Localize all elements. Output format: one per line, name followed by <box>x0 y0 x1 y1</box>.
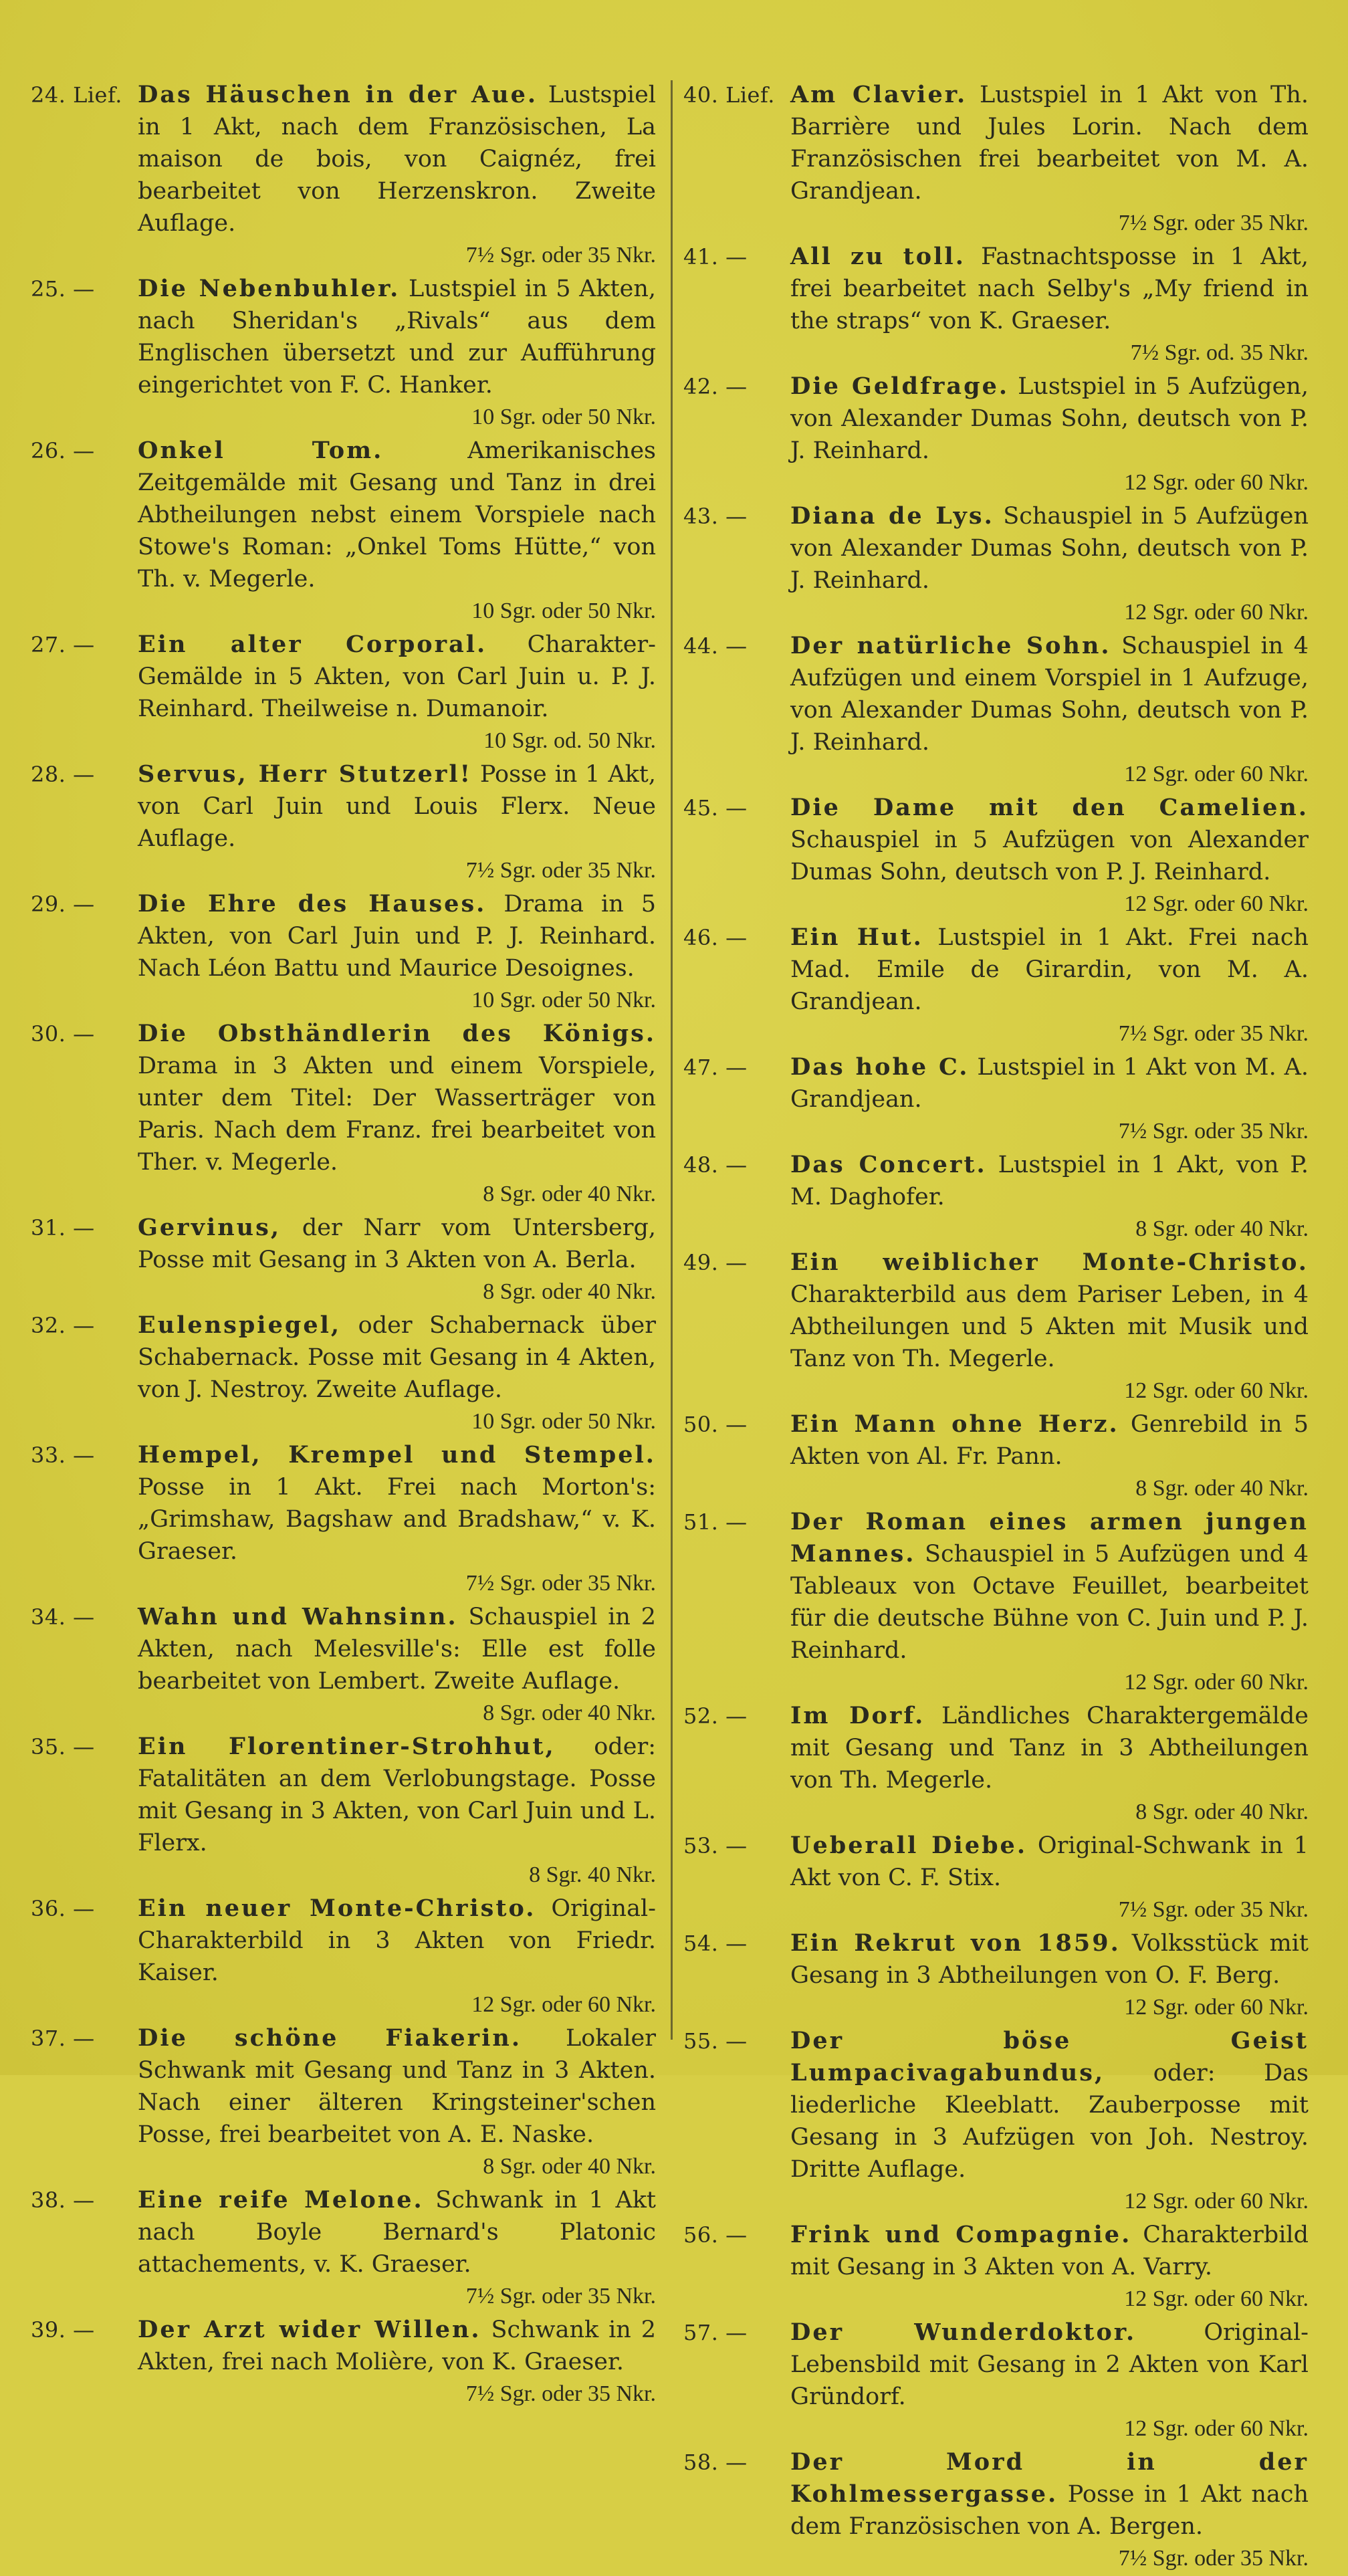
entry-price: 12 Sgr. oder 60 Nkr. <box>1124 2189 1309 2214</box>
entry-text: Lokaler Schwank mit Gesang und Tanz in 3 Akten. Nach einer älteren Kringsteiner'schen Posse, frei bearbeitet von A. E. Naske. <box>138 2025 656 2148</box>
entry-text: Schauspiel in 2 Akten, nach Melesville's: Elle est folle bearbeitet von Lembert. Zweite Auflage. <box>138 1604 656 1695</box>
entry-text: Lustspiel in 1 Akt von M. A. Grandjean. <box>790 1054 1309 1113</box>
entry-price: 7½ Sgr. oder 35 Nkr. <box>465 243 656 267</box>
entry-number: 39. — <box>31 2317 95 2343</box>
entry-text: oder Schabernack über Schabernack. Posse mit Gesang in 4 Akten, von J. Nestroy. Zweite Auflage. <box>138 1312 656 1403</box>
entry-description <box>790 922 1309 1018</box>
entry-title: Ueberall Diebe. <box>790 1832 1028 1859</box>
entry-description <box>138 758 656 855</box>
catalog-entry <box>683 1927 1309 2025</box>
entry-text: Schauspiel in 4 Aufzügen und einem Vorspiel in 1 Aufzuge, von Alexander Dumas Sohn, deutsch von P. J. Reinhard. <box>790 633 1309 756</box>
entry-description <box>138 1212 656 1276</box>
entry-number: 48. — <box>683 1152 748 1178</box>
entry-number: 32. — <box>31 1313 95 1338</box>
entry-description <box>790 1408 1309 1473</box>
entry-text: Amerikanisches Zeitgemälde mit Gesang und Tanz in drei Abtheilungen nebst einem Vorspiele nach Stowe's Roman: „Onkel Toms Hütte,“ von Th. v. Megerle. <box>138 437 656 593</box>
catalog-entry <box>683 2025 1309 2219</box>
catalog-entry <box>683 1149 1309 1247</box>
entry-price: 8 Sgr. oder 40 Nkr. <box>1135 1216 1309 1241</box>
entry-description <box>790 2317 1309 2413</box>
entry-text: Lustspiel in 1 Akt, von P. M. Daghofer. <box>790 1152 1309 1210</box>
entry-number: 29. — <box>31 891 95 917</box>
entry-price: 7½ Sgr. oder 35 Nkr. <box>1118 1119 1309 1144</box>
entry-number: 27. — <box>31 632 95 657</box>
entry-number: 26. — <box>31 438 95 463</box>
catalog-entry <box>31 1731 656 1893</box>
entry-text: Schauspiel in 5 Aufzügen und 4 Tableaux von Octave Feuillet, bearbeitet für die deutsche Bühne von C. Juin und P. J. Reinhard. <box>790 1541 1309 1664</box>
entry-heading <box>31 1731 656 1859</box>
entry-title: Wahn und Wahnsinn. <box>138 1603 458 1630</box>
entry-description <box>138 435 656 595</box>
entry-text: Schauspiel in 5 Aufzügen von Alexander Dumas Sohn, deutsch von P. J. Reinhard. <box>790 503 1309 594</box>
entry-number: 28. — <box>31 762 95 787</box>
entry-number: 49. — <box>683 1250 748 1275</box>
entry-title: Am Clavier. <box>790 81 968 108</box>
entry-text: Lustspiel in 5 Aufzügen, von Alexander Dumas Sohn, deutsch von P. J. Reinhard. <box>790 373 1309 464</box>
entry-number: 51. — <box>683 1509 748 1535</box>
entry-description <box>138 1439 656 1568</box>
entry-description <box>790 1830 1309 1894</box>
entry-title: Der Arzt wider Willen. <box>138 2316 481 2343</box>
right-column <box>683 79 1309 2576</box>
entry-description <box>138 2022 656 2151</box>
entry-description <box>790 2219 1309 2283</box>
entry-text: Lustspiel in 1 Akt. Frei nach Mad. Emile de Girardin, von M. A. Grandjean. <box>790 924 1309 1015</box>
catalog-entry <box>31 1893 656 2022</box>
entry-heading <box>31 2314 656 2378</box>
entry-number: 38. — <box>31 2187 95 2213</box>
entry-title: Hempel, Krempel und Stempel. <box>138 1441 656 1469</box>
entry-price: 7½ Sgr. oder 35 Nkr. <box>1118 1897 1309 1922</box>
entry-title: Ein Florentiner-Strohhut, <box>138 1733 556 1760</box>
entry-heading <box>683 1149 1309 1213</box>
entry-description <box>790 1051 1309 1115</box>
entry-heading <box>683 2219 1309 2283</box>
entry-description <box>138 1309 656 1406</box>
entry-number: 54. — <box>683 1931 748 1956</box>
entry-price: 7½ Sgr. oder 35 Nkr. <box>465 858 656 883</box>
entry-description <box>138 1731 656 1859</box>
entry-text: Drama in 3 Akten und einem Vorspiele, unter dem Titel: Der Wasserträger von Paris. Nach dem Franz. frei bearbeitet von Ther. v. Megerle. <box>138 1053 656 1176</box>
entry-heading <box>683 792 1309 888</box>
entry-number: 52. — <box>683 1703 748 1729</box>
catalog-entry <box>31 2022 656 2184</box>
entry-heading <box>683 79 1309 207</box>
entry-description <box>790 1700 1309 1796</box>
entry-description <box>138 1018 656 1178</box>
entry-heading <box>31 2022 656 2151</box>
entry-price: 7½ Sgr. oder 35 Nkr. <box>1118 1021 1309 1046</box>
entry-number: 25. — <box>31 276 95 302</box>
entry-description <box>790 370 1309 467</box>
catalog-entry <box>683 1051 1309 1149</box>
entry-price: 7½ Sgr. oder 35 Nkr. <box>465 1571 656 1596</box>
entry-price: 8 Sgr. 40 Nkr. <box>529 1862 656 1887</box>
catalog-entry <box>683 500 1309 630</box>
entry-description <box>138 2314 656 2378</box>
entry-text: Drama in 5 Akten, von Carl Juin und P. J. Reinhard. Nach Léon Battu und Maurice Desoignes. <box>138 891 656 982</box>
entry-price: 8 Sgr. oder 40 Nkr. <box>483 2154 656 2179</box>
entry-title: Frink und Compagnie. <box>790 2221 1132 2248</box>
entry-heading <box>31 435 656 595</box>
entry-heading <box>683 1051 1309 1115</box>
catalog-entry <box>31 758 656 888</box>
entry-heading <box>683 1927 1309 1992</box>
entry-text: oder: Fatalitäten an dem Verlobungstage. Posse mit Gesang in 3 Akten, von Carl Juin und L. Flerx. <box>138 1733 656 1856</box>
entry-number: 57. — <box>683 2320 748 2345</box>
entry-heading <box>683 1247 1309 1375</box>
entry-heading <box>31 1893 656 1989</box>
entry-description <box>790 2446 1309 2543</box>
entry-price: 8 Sgr. oder 40 Nkr. <box>483 1701 656 1725</box>
catalog-entry <box>683 1247 1309 1408</box>
entry-price: 12 Sgr. oder 60 Nkr. <box>1124 600 1309 625</box>
entry-number: 41. — <box>683 244 748 270</box>
entry-price: 8 Sgr. oder 40 Nkr. <box>1135 1800 1309 1824</box>
entry-price: 12 Sgr. oder 60 Nkr. <box>1124 1670 1309 1695</box>
entry-price: 12 Sgr. oder 60 Nkr. <box>1124 1995 1309 2020</box>
catalog-entry <box>683 2317 1309 2446</box>
entry-number: 35. — <box>31 1734 95 1759</box>
entry-heading <box>31 1018 656 1178</box>
entry-price: 10 Sgr. oder 50 Nkr. <box>471 599 656 623</box>
entry-text: Lustspiel in 1 Akt, nach dem Französischen, La maison de bois, von Caignéz, frei bearbeitet von Herzenskron. Zweite Auflage. <box>138 82 656 237</box>
entry-number: 53. — <box>683 1833 748 1858</box>
entry-number: 58. — <box>683 2450 748 2475</box>
entry-description <box>138 888 656 984</box>
entry-title: Der böse Geist Lumpacivagabundus, <box>790 2027 1309 2086</box>
catalog-entry <box>31 435 656 629</box>
entry-description <box>790 2025 1309 2185</box>
entry-number: 46. — <box>683 925 748 950</box>
catalog-entry <box>31 1601 656 1731</box>
entry-number: 50. — <box>683 1412 748 1437</box>
entry-price: 8 Sgr. oder 40 Nkr. <box>1135 1476 1309 1501</box>
entry-description <box>138 79 656 239</box>
entry-text: Lustspiel in 5 Akten, nach Sheridan's „Rivals“ aus dem Englischen übersetzt und zur Aufführung eingerichtet von F. C. Hanker. <box>138 276 656 399</box>
entry-number: 40. Lief. <box>683 82 775 108</box>
entry-text: Posse in 1 Akt nach dem Französischen von A. Bergen. <box>790 2481 1309 2540</box>
entry-heading <box>683 630 1309 758</box>
catalog-entry <box>683 1408 1309 1506</box>
catalog-entry <box>31 888 656 1018</box>
entry-heading <box>683 2446 1309 2543</box>
entry-title: Die Dame mit den Camelien. <box>790 794 1309 821</box>
entry-text: Lustspiel in 1 Akt von Th. Barrière und Jules Lorin. Nach dem Französischen frei bearbeitet von M. A. Grandjean. <box>790 82 1309 205</box>
entry-title: Ein Hut. <box>790 924 923 951</box>
entry-heading <box>31 1439 656 1568</box>
entry-text: Original-Schwank in 1 Akt von C. F. Stix. <box>790 1832 1309 1891</box>
entry-number: 31. — <box>31 1215 95 1241</box>
entry-price: 10 Sgr. od. 50 Nkr. <box>483 728 656 753</box>
entry-text: Posse in 1 Akt. Frei nach Morton's: „Grimshaw, Bagshaw and Bradshaw,“ v. K. Graeser. <box>138 1474 656 1565</box>
entry-number: 37. — <box>31 2026 95 2051</box>
catalog-entry <box>31 2314 656 2411</box>
entry-number: 44. — <box>683 633 748 659</box>
entry-title: Ein neuer Monte-Christo. <box>138 1895 536 1922</box>
entry-description <box>790 1927 1309 1992</box>
catalog-entry <box>31 629 656 758</box>
catalog-entry <box>683 2219 1309 2317</box>
entry-heading <box>683 922 1309 1018</box>
entry-text: Genrebild in 5 Akten von Al. Fr. Pann. <box>790 1411 1309 1470</box>
entry-heading <box>683 241 1309 337</box>
entry-heading <box>31 629 656 725</box>
entry-title: Ein weiblicher Monte-Christo. <box>790 1249 1309 1276</box>
entry-heading <box>31 1601 656 1697</box>
entry-title: Ein Rekrut von 1859. <box>790 1929 1121 1957</box>
entry-price: 10 Sgr. oder 50 Nkr. <box>471 405 656 429</box>
entry-text: Volksstück mit Gesang in 3 Abtheilungen von O. F. Berg. <box>790 1930 1309 1989</box>
entry-title: Die Nebenbuhler. <box>138 275 401 302</box>
entry-title: Diana de Lys. <box>790 502 994 530</box>
entry-description <box>790 792 1309 888</box>
catalog-entry <box>31 1018 656 1212</box>
entry-title: Der natürliche Sohn. <box>790 632 1111 659</box>
entry-text: Posse in 1 Akt, von Carl Juin und Louis Flerx. Neue Auflage. <box>138 761 656 852</box>
entry-number: 24. Lief. <box>31 82 122 108</box>
entry-number: 36. — <box>31 1896 95 1921</box>
entry-text: Charakterbild aus dem Pariser Leben, in 4 Abtheilungen und 5 Akten mit Musik und Tanz von Th. Megerle. <box>790 1281 1309 1372</box>
entry-price: 10 Sgr. oder 50 Nkr. <box>471 988 656 1012</box>
catalog-entry <box>31 79 656 273</box>
catalog-entry <box>683 792 1309 922</box>
entry-text: Ländliches Charaktergemälde mit Gesang und Tanz in 3 Abtheilungen von Th. Megerle. <box>790 1703 1309 1794</box>
entry-text: Original-Lebensbild mit Gesang in 2 Akten von Karl Gründorf. <box>790 2319 1309 2410</box>
entry-number: 43. — <box>683 504 748 529</box>
entry-text: oder: Das liederliche Kleeblatt. Zauberposse mit Gesang in 3 Aufzügen von Joh. Nestroy. Dritte Auflage. <box>790 2060 1309 2183</box>
catalog-entry <box>683 630 1309 792</box>
entry-description <box>790 79 1309 207</box>
entry-text: Fastnachtsposse in 1 Akt, frei bearbeitet nach Selby's „My friend in the straps“ von K. Graeser. <box>790 243 1309 334</box>
catalog-entry <box>683 922 1309 1051</box>
entry-heading <box>683 370 1309 467</box>
entry-title: Onkel Tom. <box>138 437 384 464</box>
entry-number: 47. — <box>683 1055 748 1080</box>
catalog-entry <box>683 370 1309 500</box>
entry-description <box>790 1506 1309 1667</box>
catalog-entry <box>683 241 1309 370</box>
entry-title: Eine reife Melone. <box>138 2186 424 2214</box>
entry-price: 12 Sgr. oder 60 Nkr. <box>1124 1378 1309 1403</box>
entry-title: Der Mord in der Kohlmessergasse. <box>790 2448 1309 2508</box>
catalog-entry <box>31 2184 656 2314</box>
entry-heading <box>31 888 656 984</box>
entry-heading <box>31 273 656 401</box>
entry-heading <box>683 1830 1309 1894</box>
entry-price: 8 Sgr. oder 40 Nkr. <box>483 1279 656 1304</box>
entry-price: 12 Sgr. oder 60 Nkr. <box>471 1992 656 2017</box>
entry-title: Das Häuschen in der Aue. <box>138 81 538 108</box>
entry-text: der Narr vom Untersberg, Posse mit Gesang in 3 Akten von A. Berla. <box>138 1214 656 1273</box>
entry-description <box>790 500 1309 597</box>
entry-number: 30. — <box>31 1021 95 1047</box>
entry-title: Gervinus, <box>138 1214 282 1241</box>
entry-price: 12 Sgr. oder 60 Nkr. <box>1124 2286 1309 2311</box>
entry-number: 42. — <box>683 374 748 399</box>
entry-text: Schwank in 1 Akt nach Boyle Bernard's Platonic attachements, v. K. Graeser. <box>138 2187 656 2278</box>
entry-title: Das hohe C. <box>790 1053 970 1081</box>
entry-title: Eulenspiegel, <box>138 1311 342 1339</box>
entry-description <box>790 1247 1309 1375</box>
entry-price: 7½ Sgr. oder 35 Nkr. <box>465 2284 656 2309</box>
column-divider <box>671 80 673 2040</box>
entry-description <box>138 629 656 725</box>
entry-title: Die Obsthändlerin des Königs. <box>138 1020 656 1047</box>
entry-heading <box>683 1408 1309 1473</box>
entry-description <box>790 1149 1309 1213</box>
entry-heading <box>683 2317 1309 2413</box>
entry-description <box>138 1601 656 1697</box>
entry-text: Schauspiel in 5 Aufzügen von Alexander Dumas Sohn, deutsch von P. J. Reinhard. <box>790 827 1309 885</box>
entry-number: 55. — <box>683 2028 748 2054</box>
catalog-entry <box>31 273 656 435</box>
catalog-entry <box>683 79 1309 241</box>
entry-heading <box>31 2184 656 2280</box>
entry-heading <box>31 758 656 855</box>
entry-heading <box>683 1700 1309 1796</box>
catalog-entry <box>31 1309 656 1439</box>
entry-heading <box>31 79 656 239</box>
entry-text: Charakterbild mit Gesang in 3 Akten von A. Varry. <box>790 2222 1309 2280</box>
entry-price: 12 Sgr. oder 60 Nkr. <box>1124 470 1309 495</box>
entry-title: Ein Mann ohne Herz. <box>790 1410 1119 1438</box>
entry-text: Original-Charakterbild in 3 Akten von Friedr. Kaiser. <box>138 1895 656 1986</box>
catalog-entry <box>683 1700 1309 1830</box>
entry-description <box>138 2184 656 2280</box>
entry-price: 8 Sgr. oder 40 Nkr. <box>483 1182 656 1206</box>
entry-heading <box>683 2025 1309 2185</box>
entry-heading <box>683 500 1309 597</box>
catalog-entry <box>683 1506 1309 1700</box>
entry-title: Die schöne Fiakerin. <box>138 2024 522 2052</box>
entry-title: Das Concert. <box>790 1151 987 1178</box>
entry-number: 45. — <box>683 795 748 821</box>
entry-price: 12 Sgr. oder 60 Nkr. <box>1124 762 1309 786</box>
entry-price: 12 Sgr. oder 60 Nkr. <box>1124 891 1309 916</box>
catalog-entry <box>683 1830 1309 1927</box>
entry-text: Schwank in 2 Akten, frei nach Molière, von K. Graeser. <box>138 2317 656 2375</box>
entry-heading <box>31 1212 656 1276</box>
entry-title: Der Roman eines armen jungen Mannes. <box>790 1508 1309 1568</box>
entry-title: All zu toll. <box>790 243 966 270</box>
entry-description <box>138 273 656 401</box>
entry-number: 33. — <box>31 1442 95 1468</box>
entry-description <box>790 630 1309 758</box>
entry-number: 56. — <box>683 2222 748 2248</box>
entry-heading <box>683 1506 1309 1667</box>
entry-title: Ein alter Corporal. <box>138 631 487 658</box>
entry-title: Der Wunderdoktor. <box>790 2319 1137 2346</box>
entry-number: 34. — <box>31 1604 95 1630</box>
entry-title: Die Ehre des Hauses. <box>138 890 487 918</box>
entry-price: 10 Sgr. oder 50 Nkr. <box>471 1409 656 1434</box>
entry-price: 7½ Sgr. od. 35 Nkr. <box>1130 340 1309 365</box>
entry-description <box>138 1893 656 1989</box>
catalog-entry <box>683 2446 1309 2576</box>
entry-price: 12 Sgr. oder 60 Nkr. <box>1124 2416 1309 2441</box>
entry-title: Im Dorf. <box>790 1702 925 1729</box>
entry-price: 7½ Sgr. oder 35 Nkr. <box>1118 211 1309 235</box>
entry-text: Charakter-Gemälde in 5 Akten, von Carl Juin u. P. J. Reinhard. Theilweise n. Dumanoir. <box>138 631 656 722</box>
entry-title: Servus, Herr Stutzerl! <box>138 760 473 788</box>
entry-price: 7½ Sgr. oder 35 Nkr. <box>1118 2546 1309 2571</box>
entry-description <box>790 241 1309 337</box>
catalog-entry <box>31 1439 656 1601</box>
left-column <box>31 79 656 2411</box>
entry-title: Die Geldfrage. <box>790 372 1010 400</box>
entry-price: 7½ Sgr. oder 35 Nkr. <box>465 2381 656 2406</box>
catalog-entry <box>31 1212 656 1309</box>
entry-heading <box>31 1309 656 1406</box>
